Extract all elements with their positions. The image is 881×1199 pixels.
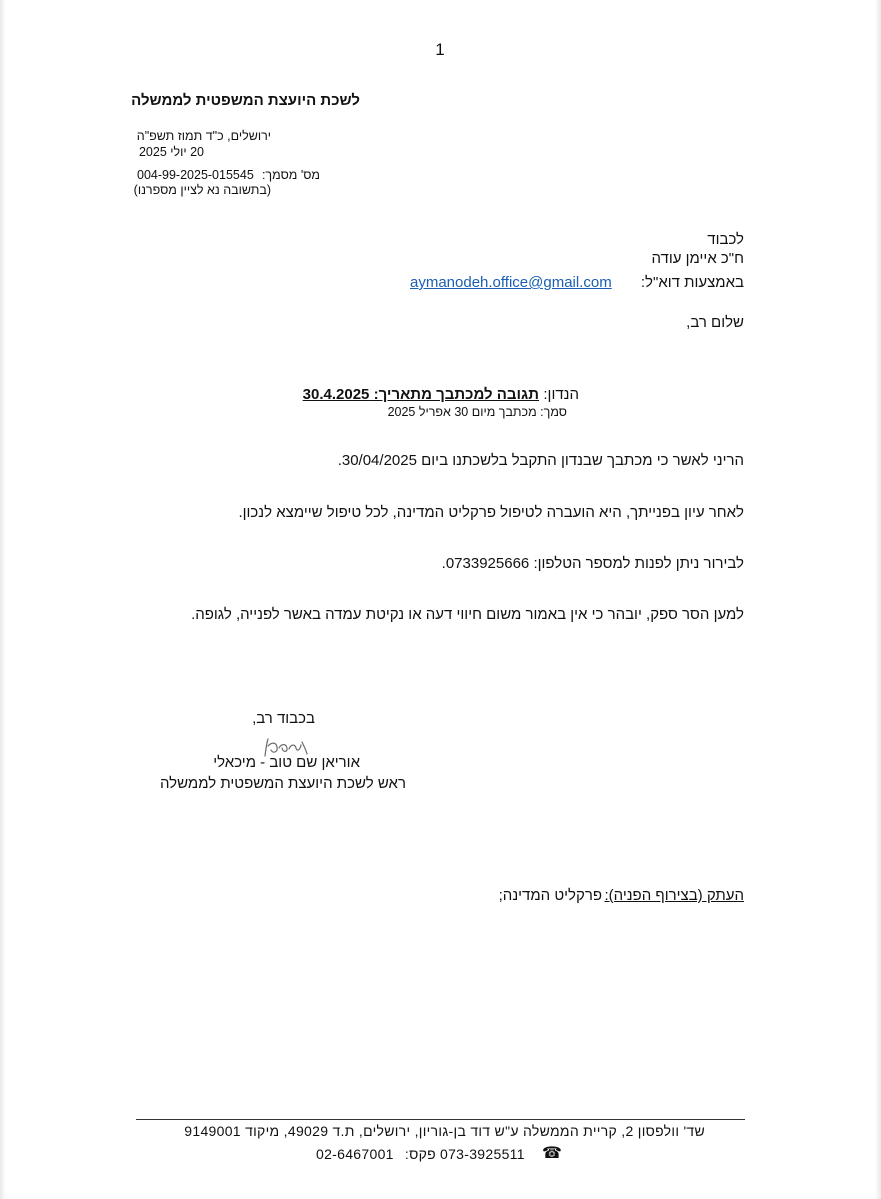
email-link[interactable]: aymanodeh.office@gmail.com [410, 274, 612, 291]
recipient-name: ח"כ איימן עודה [651, 250, 744, 267]
reference-number: 004-99-2025-015545 [137, 168, 254, 182]
page-shadow-right [875, 0, 881, 1199]
subject-text: תגובה למכתבך מתאריך: 30.4.2025 [302, 386, 539, 403]
subject-label: הנדון: [543, 386, 579, 403]
signer-name: אוריאן שם טוב - מיכאלי [213, 754, 360, 771]
telephone-icon: ☎ [542, 1145, 562, 1162]
footer-divider [136, 1119, 745, 1120]
reference-note: (בתשובה נא לציין מספרנו) [133, 183, 271, 197]
subject-reference: סמך: מכתבך מיום 30 אפריל 2025 [387, 405, 567, 419]
gregorian-date: 20 יולי 2025 [138, 145, 204, 159]
paragraph-contact: לבירור ניתן לפנות למספר הטלפון: 0733925666. [441, 555, 744, 572]
greeting: שלום רב, [686, 314, 744, 331]
footer-fax: 02-6467001 [316, 1146, 394, 1162]
regards: בכבוד רב, [252, 710, 315, 727]
paragraph-disclaimer: למען הסר ספק, יובהר כי אין באמור משום חיווי דעה או נקיטת עמדה באשר לפנייה, לגופה. [191, 606, 744, 623]
footer-fax-label: פקס: [404, 1146, 436, 1162]
signer-title: ראש לשכת היועצת המשפטית לממשלה [159, 775, 406, 792]
page-shadow-left [0, 0, 6, 1199]
reference-label: מס' מסמך: [261, 168, 320, 182]
salutation: לכבוד [707, 231, 744, 248]
footer-phone: 073-3925511 [440, 1146, 525, 1162]
copy-label: העתק (בצירוף הפניה): [604, 887, 744, 904]
page-number: 1 [435, 40, 445, 59]
copy-recipient: פרקליט המדינה; [498, 887, 602, 904]
email-via-label: באמצעות דוא"ל: [640, 274, 744, 291]
office-name: לשכת היועצת המשפטית לממשלה [131, 92, 360, 109]
hebrew-date: ירושלים, כ"ד תמוז תשפ"ה [136, 129, 271, 143]
paragraph-received: הריני לאשר כי מכתבך שבנדון התקבל בלשכתנו ביום 30/04/2025. [337, 452, 744, 469]
paragraph-forwarded: לאחר עיון בפנייתך, היא הועברה לטיפול פרקליט המדינה, לכל טיפול שיימצא לנכון. [238, 504, 744, 521]
footer-address: שד' וולפסון 2, קריית הממשלה ע"ש דוד בן-גוריון, ירושלים, ת.ד 49029, מיקוד 9149001 [184, 1123, 705, 1139]
